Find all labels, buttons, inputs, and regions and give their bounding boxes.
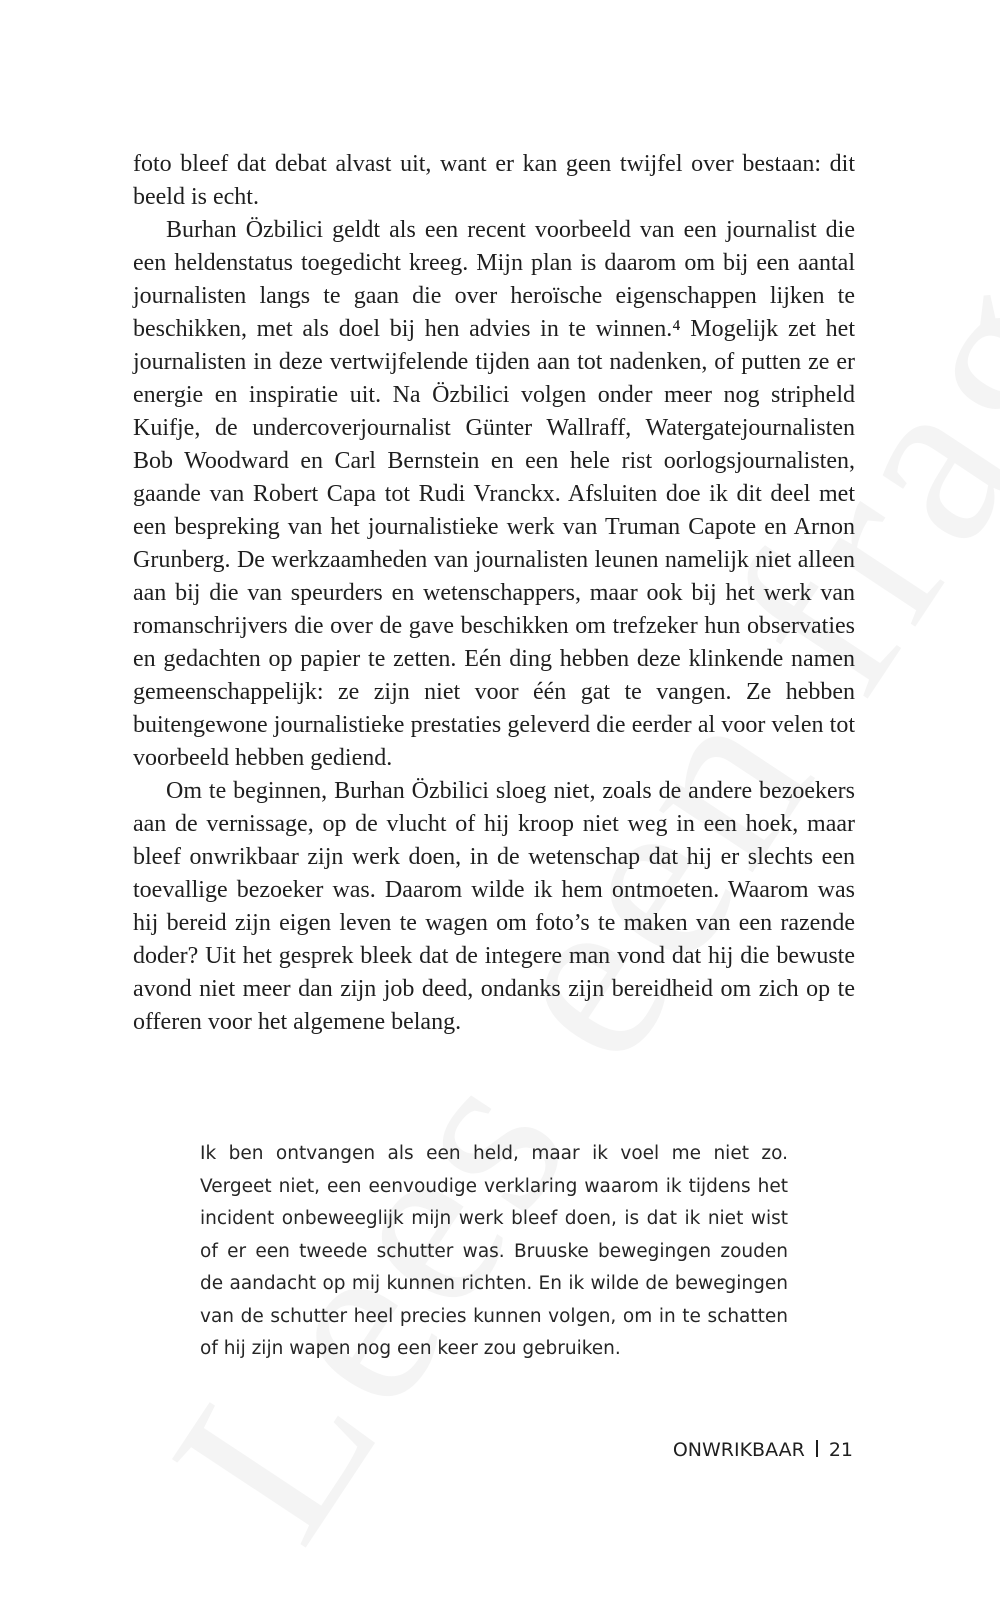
- quote-text: Ik ben ontvangen als een held, maar ik voel me niet zo. Vergeet niet, een eenvoudige verklaring waarom ik tijdens het incident onbeweeglijk mijn werk bleef doen, is dat ik niet wist of er een tweede schutter was. Bruuske bewegingen zouden de aandacht op mij kunnen richten. En ik wilde de bewegingen van de schutter heel precies kunnen volgen, om in te schatten of hij zijn wapen nog een keer zou gebruiken.: [200, 1143, 788, 1359]
- body-text: [133, 148, 855, 1039]
- paragraph: Om te beginnen, Burhan Özbilici sloeg niet, zoals de andere bezoekers aan de vernissage, op de vlucht of hij kroop niet weg in een hoek, maar bleef onwrikbaar zijn werk doen, in de wetenschap dat hij er slechts een toevallige bezoeker was. Daarom wilde ik hem ontmoeten. Waarom was hij bereid zijn eigen leven te wagen om foto’s te maken van een razende doder? Uit het gesprek bleek dat de integere man vond dat hij die bewuste avond niet meer dan zijn job deed, ondanks zijn bereidheid om zich op te offeren voor het algemene belang.: [133, 778, 855, 1035]
- paragraph: Burhan Özbilici geldt als een recent voorbeeld van een journalist die een heldenstatus toegedicht kreeg. Mijn plan is daarom om bij een aantal journalisten langs te gaan die over heroïsche eigenschappen lijken te beschikken, met als doel bij hen advies in te winnen.⁴ Mogelijk zet het journalisten in deze vertwijfelende tijden aan tot nadenken, of putten ze er energie en inspiratie uit. Na Özbilici volgen onder meer nog stripheld Kuifje, de undercoverjournalist Günter Wallraff, Watergatejournalisten Bob Woodward en Carl Bernstein en een hele rist oorlogsjournalisten, gaande van Robert Capa tot Rudi Vranckx. Afsluiten doe ik dit deel met een bespreking van het journalistieke werk van Truman Capote en Arnon Grunberg. De werkzaamheden van journalisten leunen namelijk niet alleen aan bij die van speurders en wetenschappers, maar ook bij het werk van romanschrijvers die over de gave beschikken om trefzeker hun observaties en gedachten op papier te zetten. Eén ding hebben deze klinkende namen gemeenschappelijk: ze zijn niet voor één gat te vangen. Ze hebben buitengewone journalistieke prestaties geleverd die eerder al voor velen tot voorbeeld hebben gediend.: [133, 217, 855, 771]
- block-quote: [200, 1138, 788, 1366]
- paragraph: foto bleef dat debat alvast uit, want er kan geen twijfel over bestaan: dit beeld is echt.: [133, 151, 855, 210]
- running-head: ONWRIKBAAR: [672, 1439, 805, 1461]
- page-footer: [673, 1437, 853, 1463]
- separator-bar: [816, 1440, 818, 1457]
- page-number: 21: [828, 1439, 853, 1461]
